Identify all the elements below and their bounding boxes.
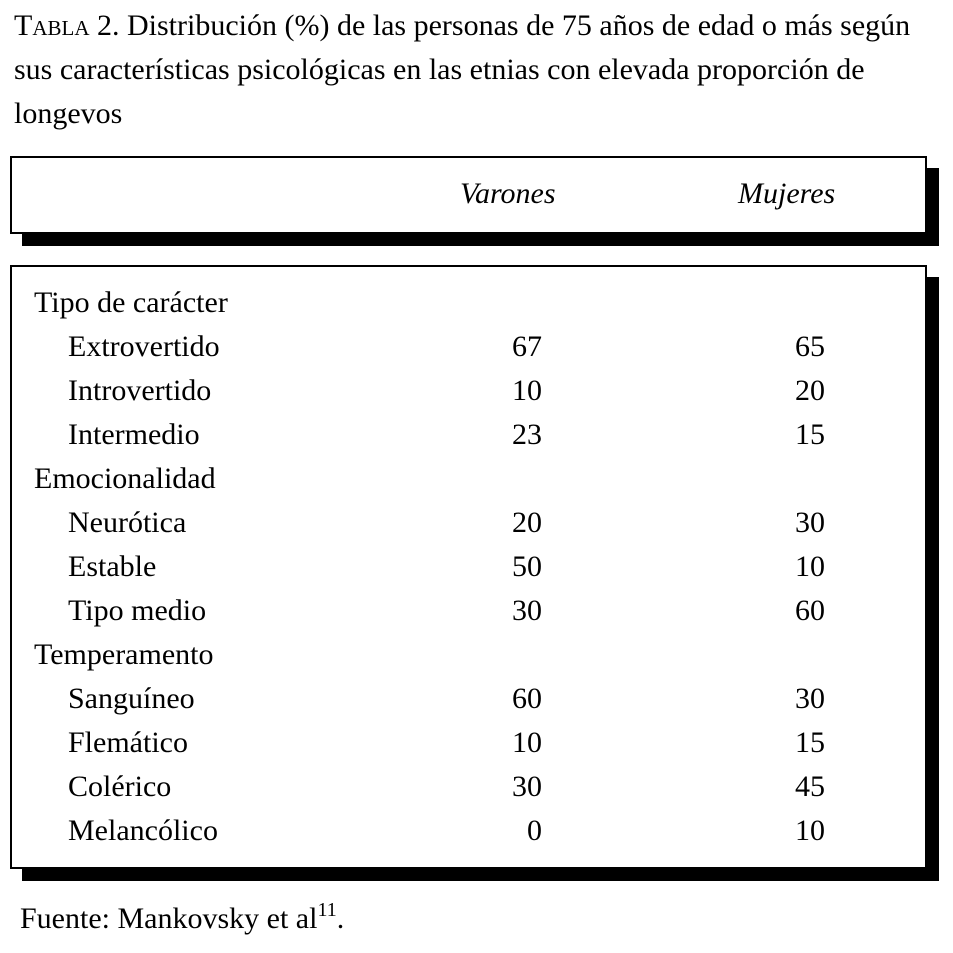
row-label: Estable — [68, 550, 157, 583]
table-row — [12, 545, 925, 589]
mujeres-value: 10 — [795, 550, 825, 583]
varones-value: 67 — [512, 330, 542, 363]
mujeres-value: 10 — [795, 814, 825, 847]
table-row — [12, 765, 925, 809]
table-row — [12, 809, 925, 853]
source-note — [20, 897, 344, 941]
table-row — [12, 325, 925, 369]
varones-value: 10 — [512, 726, 542, 759]
mujeres-value: 65 — [795, 330, 825, 363]
varones-value: 0 — [527, 814, 542, 847]
row-label: Emocionalidad — [34, 462, 216, 495]
column-header-varones: Varones — [460, 177, 556, 210]
table-caption-label: Tabla 2. — [14, 9, 120, 42]
row-label: Flemático — [68, 726, 188, 759]
source-text: Fuente: Mankovsky et al — [20, 902, 318, 935]
table-row — [12, 413, 925, 457]
table-body — [10, 265, 927, 869]
mujeres-value: 15 — [795, 418, 825, 451]
mujeres-value: 30 — [795, 682, 825, 715]
table-row — [12, 677, 925, 721]
row-label: Introvertido — [68, 374, 212, 407]
row-label: Colérico — [68, 770, 172, 803]
reference-number: 11 — [317, 899, 337, 921]
row-label: Sanguíneo — [68, 682, 195, 715]
table-row — [12, 589, 925, 633]
table-caption-text: Distribución (%) de las personas de 75 años de edad o más según sus características psicológicas en las etnias con elevada proporción de longevos — [14, 9, 911, 130]
mujeres-value: 20 — [795, 374, 825, 407]
table-row — [12, 369, 925, 413]
table-row — [12, 501, 925, 545]
row-label: Intermedio — [68, 418, 200, 451]
row-label: Extrovertido — [68, 330, 220, 363]
column-header-mujeres: Mujeres — [738, 177, 836, 210]
table-caption — [14, 4, 939, 136]
group-row-emocionalidad — [12, 457, 925, 501]
varones-value: 30 — [512, 594, 542, 627]
table-row — [12, 721, 925, 765]
mujeres-value: 60 — [795, 594, 825, 627]
row-label: Tipo de carácter — [34, 286, 228, 319]
row-label: Melancólico — [68, 814, 218, 847]
source-end: . — [336, 902, 345, 935]
row-label: Tipo medio — [68, 594, 207, 627]
varones-value: 30 — [512, 770, 542, 803]
row-label: Neurótica — [68, 506, 187, 539]
varones-value: 60 — [512, 682, 542, 715]
group-row-tipo-de-caracter — [12, 281, 925, 325]
mujeres-value: 30 — [795, 506, 825, 539]
varones-value: 20 — [512, 506, 542, 539]
group-row-temperamento — [12, 633, 925, 677]
row-label: Temperamento — [34, 638, 214, 671]
mujeres-value: 45 — [795, 770, 825, 803]
varones-value: 23 — [512, 418, 542, 451]
varones-value: 10 — [512, 374, 542, 407]
varones-value: 50 — [512, 550, 542, 583]
mujeres-value: 15 — [795, 726, 825, 759]
table-header — [10, 156, 927, 234]
